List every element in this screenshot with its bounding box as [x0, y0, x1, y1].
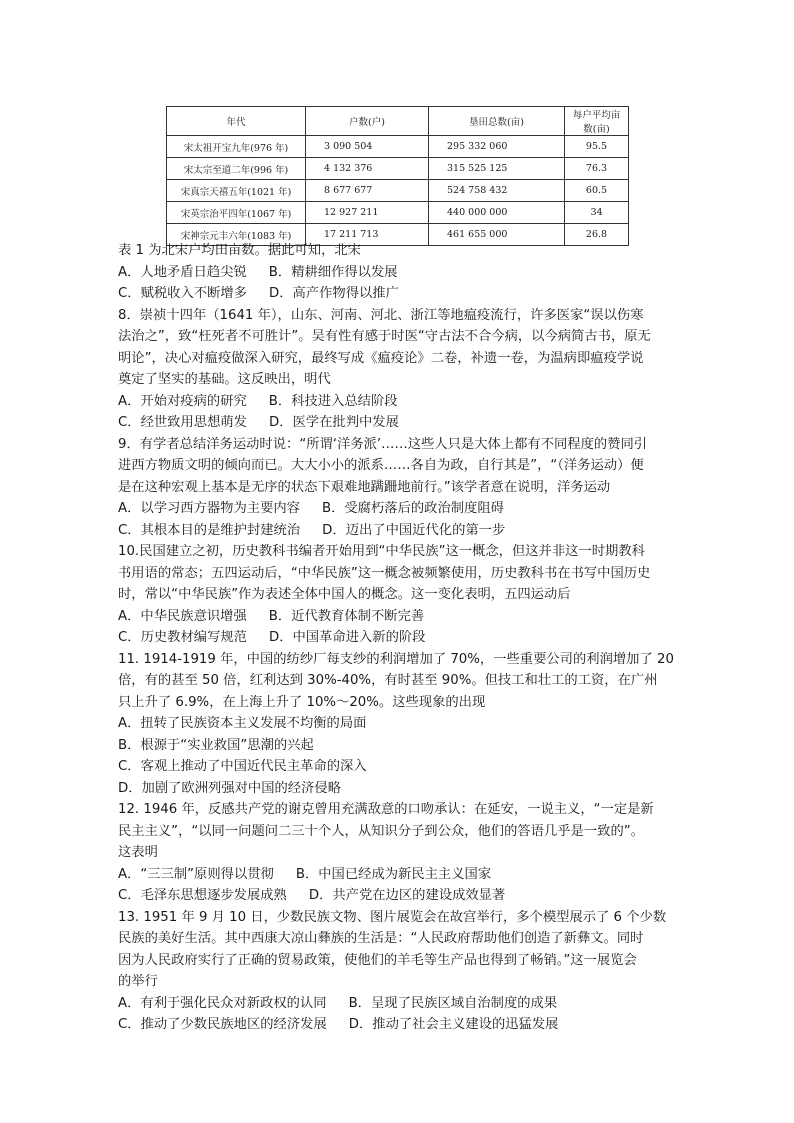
q11-stem-line-3: 只上升了 6.9%，在上海上升了 10%～20%。这些现象的出现	[118, 694, 486, 710]
q8-option-b[interactable]: B．科技进入总结阶段	[268, 393, 398, 409]
table-cell: 26.8	[565, 224, 629, 246]
q13-stem-line-3: 因为人民政府实行了正确的贸易政策，使他们的羊毛等生产品也得到了畅销。”这一展览会	[118, 952, 637, 968]
table-cell: 34	[565, 202, 629, 224]
q8-stem-line-1: 8．崇祯十四年（1641 年），山东、河南、河北、浙江等地瘟疫流行，许多医家“误以伤寒	[118, 307, 644, 323]
q12-options-row-2	[118, 885, 678, 907]
q10-options-row-1	[118, 606, 678, 628]
header-cell-era: 年代	[167, 107, 306, 136]
q13-option-a[interactable]: A．有利于强化民众对新政权的认同	[118, 995, 327, 1011]
table-cell: 295 332 060	[429, 136, 565, 158]
q12-stem-line-2: 民主主义”，“以同一问题问二三十个人，从知识分子到公众，他们的答语几乎是一致的”。	[118, 823, 644, 839]
household-land-table	[166, 106, 629, 246]
q10-options-row-2	[118, 627, 678, 649]
q10-option-d[interactable]: D．中国革命进入新的阶段	[268, 630, 426, 645]
header-cell-total-land: 垦田总数(亩)	[429, 107, 565, 136]
q7-option-a[interactable]: A．人地矛盾日趋尖锐	[118, 264, 247, 280]
table-row	[167, 136, 629, 158]
header-cell-avg-land: 每户平均亩数(亩)	[565, 107, 629, 136]
q9-options-row-1	[118, 498, 678, 520]
q10-option-b[interactable]: B．近代教育体制不断完善	[268, 608, 425, 624]
table-cell: 宋神宗元丰六年(1083 年)	[167, 224, 306, 246]
q7-options-row-1	[118, 262, 678, 284]
q12-stem-line-3: 这表明	[118, 845, 158, 860]
q8-options-row-1	[118, 391, 678, 413]
q12-stem-line-1: 12. 1946 年，反感共产党的谢克曾用充满敌意的口吻承认：在延安，一说主义，“一定是新	[118, 802, 654, 817]
q8-stem-line-2: 法治之”，致“枉死者不可胜计”。吴有性有感于时医“守古法不合今病，以今病简古书，原无	[118, 329, 651, 344]
table-cell: 宋太祖开宝九年(976 年)	[167, 136, 306, 158]
q9-option-b[interactable]: B．受腐朽落后的政治制度阻碍	[321, 501, 504, 516]
q11-option-b[interactable]: B．根源于“实业救国”思潮的兴起	[118, 737, 314, 753]
q9-option-a[interactable]: A．以学习西方器物为主要内容	[118, 501, 300, 516]
q11-option-a[interactable]: A．扭转了民族资本主义发展不均衡的局面	[118, 716, 367, 731]
table-cell: 95.5	[565, 136, 629, 158]
q9-stem-line-2: 进西方物质文明的倾向而已。大大小小的派系……各自为政，自行其是”，“（洋务运动）便	[118, 458, 644, 473]
table-cell: 76.3	[565, 158, 629, 180]
table-cell: 12 927 211	[306, 202, 429, 224]
table-cell: 60.5	[565, 180, 629, 202]
q10-option-c[interactable]: C．历史教材编写规范	[118, 630, 247, 645]
table-cell: 宋真宗天禧五年(1021 年)	[167, 180, 306, 202]
q13-option-d[interactable]: D．推动了社会主义建设的迅猛发展	[348, 1017, 559, 1032]
q7-options-row-2	[118, 283, 678, 305]
q11-stem-line-2: 倍，有的甚至 50 倍，红利达到 30%-40%，有时甚至 90%。但技工和壮工的工资，在广州	[118, 673, 658, 688]
q8-options-row-2	[118, 412, 678, 434]
table-cell: 4 132 376	[306, 158, 429, 180]
q9-stem-line-1: 9．有学者总结洋务运动时说：“所谓‘洋务派’……这些人只是大体上都有不同程度的赞同引	[118, 436, 648, 452]
q9-option-c[interactable]: C．其根本目的是维护封建统治	[118, 522, 301, 538]
q9-options-row-2	[118, 520, 678, 542]
q12-option-b[interactable]: B．中国已经成为新民主主义国家	[295, 866, 492, 882]
q9-stem-line-3: 是在这种宏观上基本是无序的状态下艰难地蹒跚地前行。”该学者意在说明，洋务运动	[118, 479, 611, 495]
q8-option-d[interactable]: D．医学在批判中发展	[268, 415, 399, 430]
q13-option-c[interactable]: C．推动了少数民族地区的经济发展	[118, 1017, 327, 1032]
q8-option-c[interactable]: C．经世致用思想萌发	[118, 415, 247, 430]
table-cell: 8 677 677	[306, 180, 429, 202]
questions-body	[118, 240, 678, 1036]
table-header-row	[167, 107, 629, 136]
q12-options-row-1	[118, 864, 678, 886]
q7-option-d[interactable]: D．高产作物得以推广	[268, 286, 399, 301]
table-row	[167, 158, 629, 180]
q10-option-a[interactable]: A．中华民族意识增强	[118, 608, 247, 624]
q13-stem-line-2: 民族的美好生活。其中西康大凉山彝族的生活是：“人民政府帮助他们创造了新彝文。同时	[118, 931, 644, 946]
table-cell: 3 090 504	[306, 136, 429, 158]
q8-stem-line-3: 明论”，决心对瘟疫做深入研究，最终写成《瘟疫论》二卷，补遗一卷，为温病即瘟疫学说	[118, 350, 644, 366]
table-cell: 440 000 000	[429, 202, 565, 224]
q13-options-row-1	[118, 993, 678, 1015]
table-cell: 524 758 432	[429, 180, 565, 202]
header-cell-households: 户数(户)	[306, 107, 429, 136]
q9-option-d[interactable]: D．迈出了中国近代化的第一步	[322, 522, 506, 538]
q10-stem-line-3: 时，常以“中华民族”作为表述全体中国人的概念。这一变化表明，五四运动后	[118, 587, 571, 602]
table-row	[167, 180, 629, 202]
q10-stem-line-2: 书用语的常态；五四运动后，“中华民族”这一概念被频繁使用，历史教科书在书写中国历史	[118, 565, 651, 581]
q13-stem-line-1: 13. 1951 年 9 月 10 日，少数民族文物、图片展览会在故宫举行，多个模型展示了 6 个少数	[118, 909, 667, 925]
q13-stem-line-4: 的举行	[118, 974, 158, 989]
table-row	[167, 202, 629, 224]
q8-option-a[interactable]: A．开始对疫病的研究	[118, 393, 247, 409]
q11-option-c[interactable]: C．客观上推动了中国近代民主革命的深入	[118, 759, 367, 774]
q12-option-d[interactable]: D．共产党在边区的建设成效显著	[308, 888, 506, 903]
q7-option-c[interactable]: C．赋税收入不断增多	[118, 286, 247, 301]
table-cell: 宋英宗治平四年(1067 年)	[167, 202, 306, 224]
q12-option-a[interactable]: A．“三三制”原则得以贯彻	[118, 866, 274, 882]
q11-option-d[interactable]: D．加剧了欧洲列强对中国的经济侵略	[118, 780, 341, 796]
table-cell: 461 655 000	[429, 224, 565, 246]
q13-options-row-2	[118, 1014, 678, 1036]
q12-option-c[interactable]: C．毛泽东思想逐步发展成熟	[118, 888, 287, 903]
q13-option-b[interactable]: B．呈现了民族区域自治制度的成果	[348, 995, 558, 1011]
q10-stem-line-1: 10.民国建立之初，历史教科书编者开始用到“中华民族”这一概念，但这并非这一时期教科	[118, 544, 645, 559]
q7-stem: 表 1 为北宋户均田亩数。据此可知，北宋	[118, 243, 361, 258]
table-cell: 宋太宗至道二年(996 年)	[167, 158, 306, 180]
q7-option-b[interactable]: B．精耕细作得以发展	[268, 264, 398, 280]
q8-stem-line-4: 奠定了坚实的基础。这反映出，明代	[118, 372, 331, 387]
q11-stem-line-1: 11. 1914-1919 年，中国的纺纱厂每支纱的利润增加了 70%，一些重要公司的利润增加了 20	[118, 651, 674, 667]
table-cell: 17 211 713	[306, 224, 429, 246]
table-cell: 315 525 125	[429, 158, 565, 180]
